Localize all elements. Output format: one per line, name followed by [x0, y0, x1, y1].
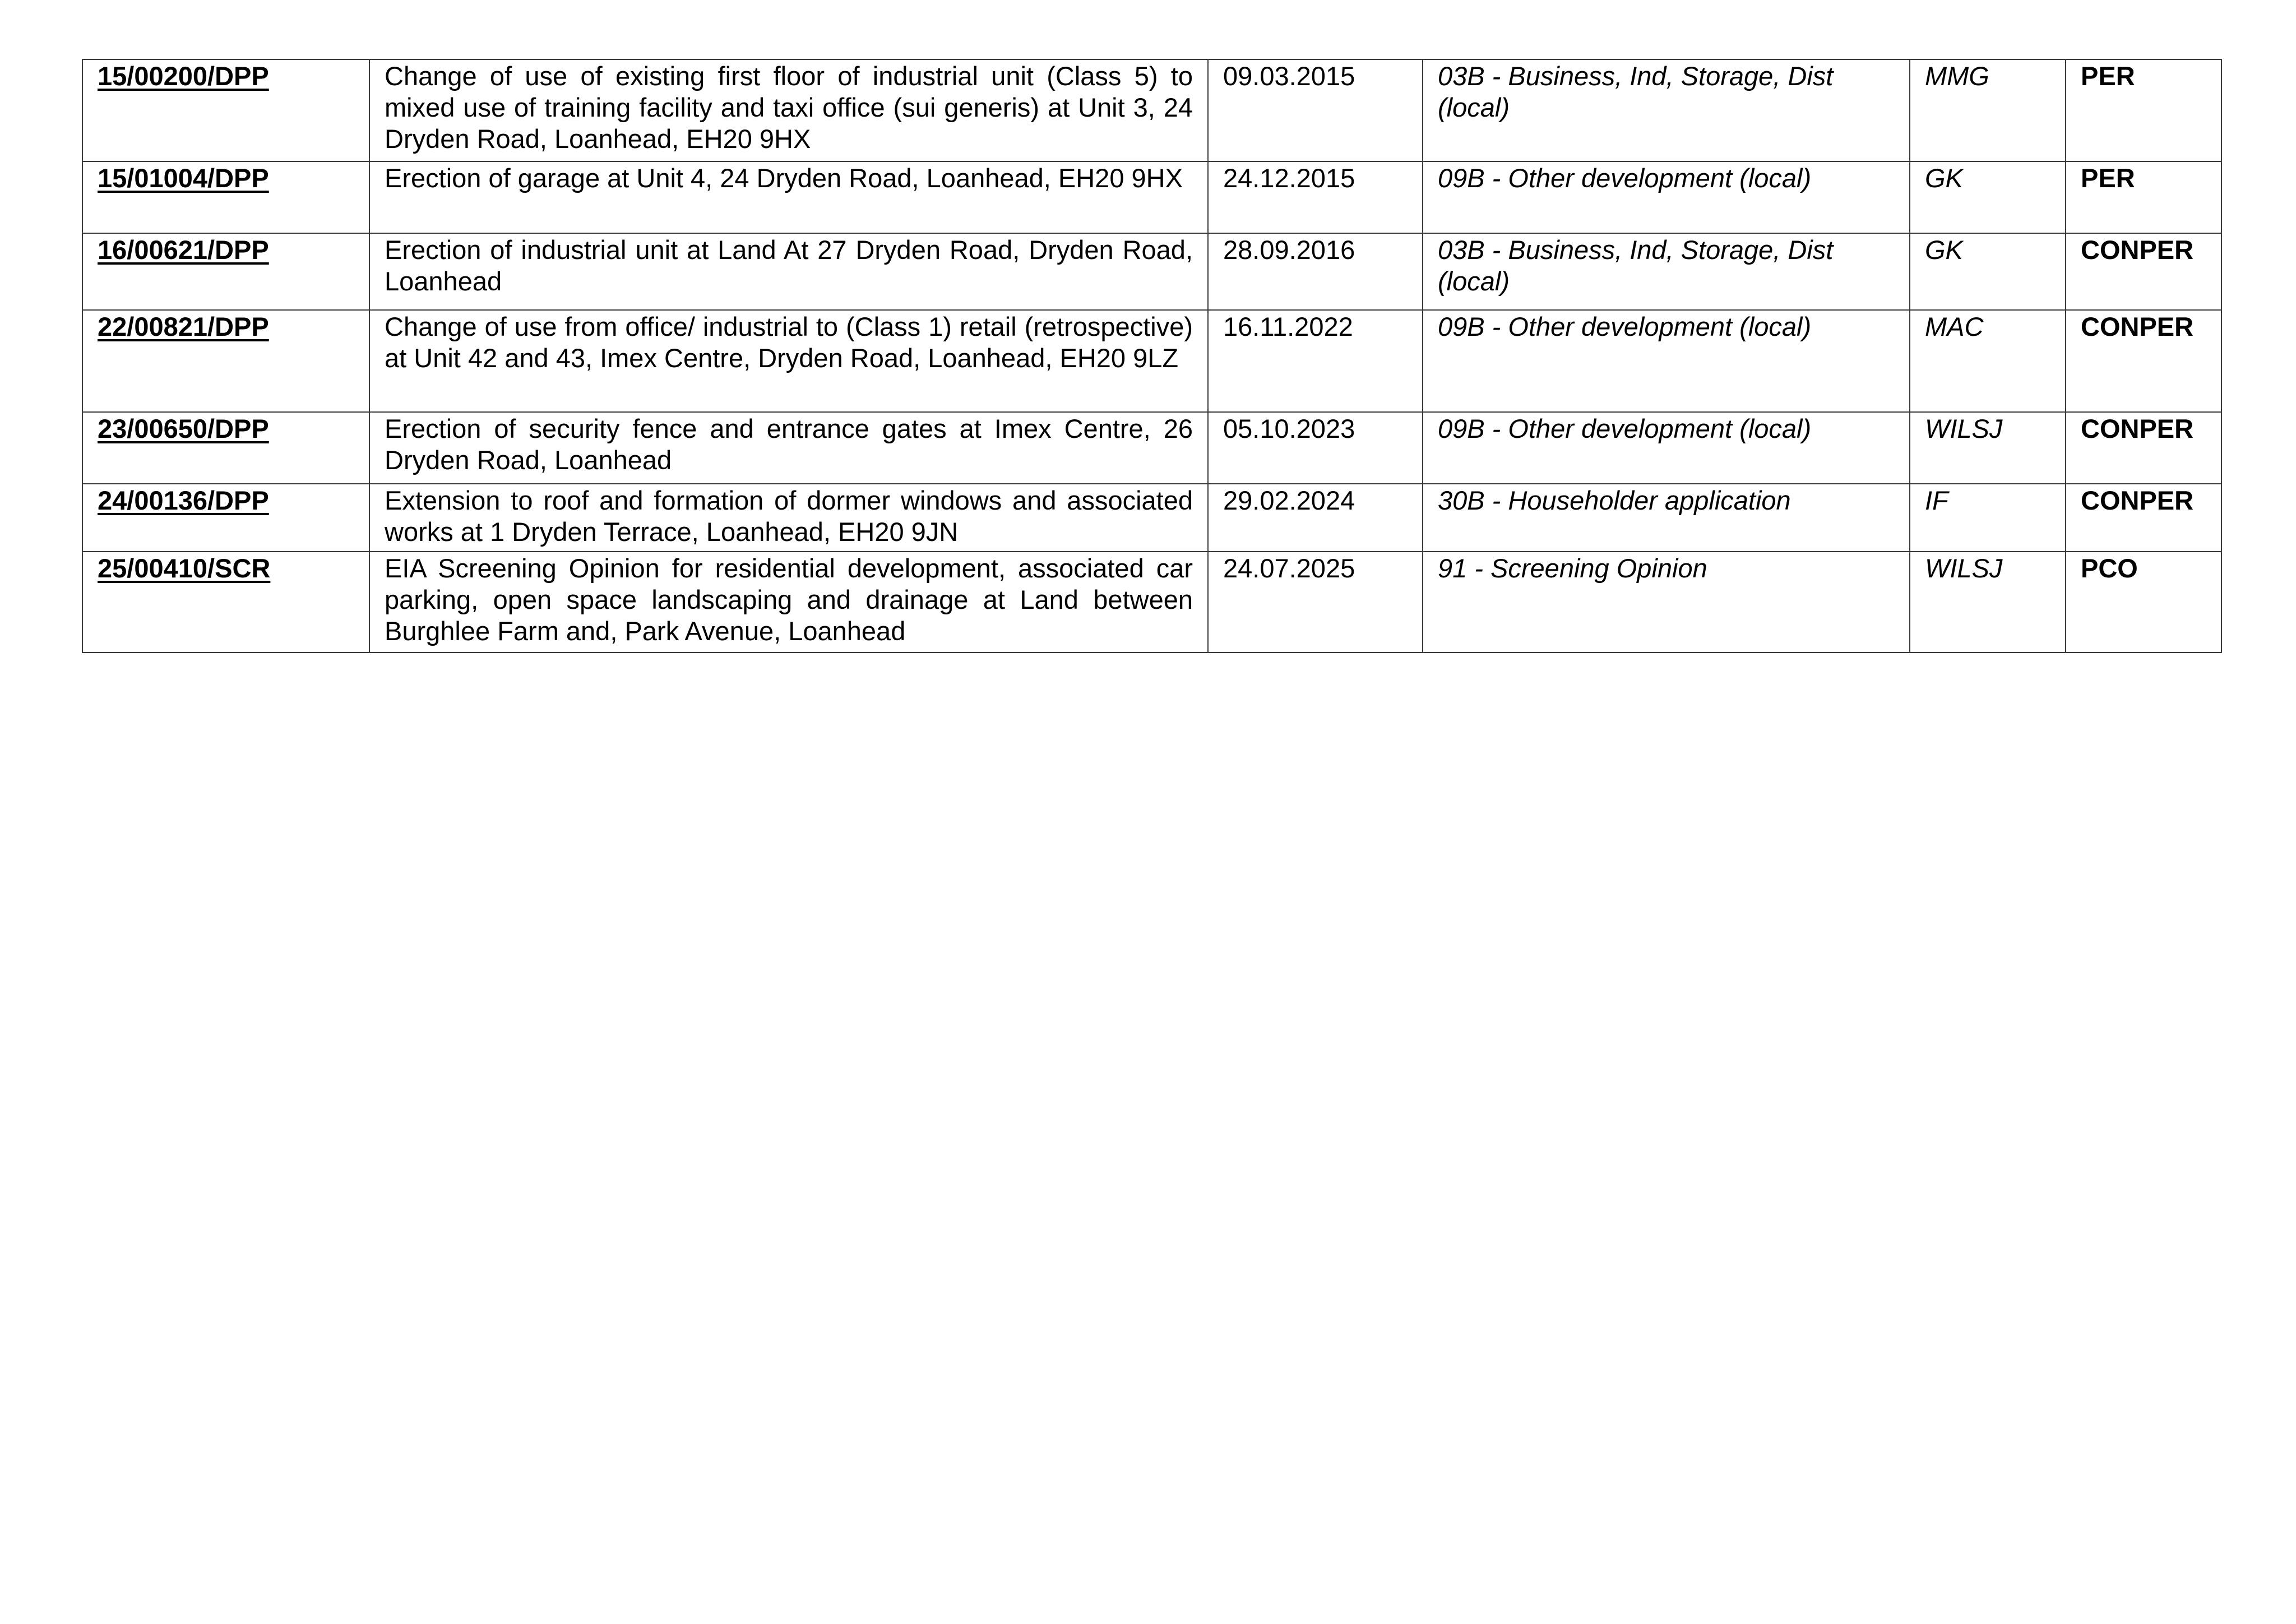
case-officer: MAC — [1910, 310, 2066, 412]
application-ref-link[interactable]: 25/00410/SCR — [98, 553, 271, 583]
application-date: 05.10.2023 — [1208, 412, 1423, 484]
application-ref-link[interactable]: 16/00621/DPP — [98, 235, 269, 265]
application-description: EIA Screening Opinion for residential development, associated car parking, open space landscaping and drainage at Land between Burghlee Farm and, Park Avenue, Loanhead — [369, 552, 1208, 653]
application-type: 30B - Householder application — [1423, 484, 1910, 552]
application-date: 29.02.2024 — [1208, 484, 1423, 552]
application-ref-link[interactable]: 24/00136/DPP — [98, 485, 269, 515]
application-ref-link[interactable]: 22/00821/DPP — [98, 312, 269, 341]
case-officer: GK — [1910, 233, 2066, 310]
application-ref-cell — [82, 59, 369, 161]
application-description: Erection of industrial unit at Land At 27 Dryden Road, Dryden Road, Loanhead — [369, 233, 1208, 310]
application-ref-cell — [82, 233, 369, 310]
decision-status: CONPER — [2066, 233, 2221, 310]
application-description: Change of use from office/ industrial to (Class 1) retail (retrospective) at Unit 42 and 43, Imex Centre, Dryden Road, Loanhead, EH20 9LZ — [369, 310, 1208, 412]
application-ref-cell — [82, 412, 369, 484]
application-ref-link[interactable]: 15/01004/DPP — [98, 163, 269, 193]
table-row — [82, 484, 2221, 552]
case-officer: WILSJ — [1910, 552, 2066, 653]
application-type: 09B - Other development (local) — [1423, 412, 1910, 484]
application-date: 16.11.2022 — [1208, 310, 1423, 412]
planning-applications-table — [82, 59, 2222, 653]
application-description: Change of use of existing first floor of industrial unit (Class 5) to mixed use of training facility and taxi office (sui generis) at Unit 3, 24 Dryden Road, Loanhead, EH20 9HX — [369, 59, 1208, 161]
decision-status: PER — [2066, 161, 2221, 233]
application-ref-cell — [82, 484, 369, 552]
decision-status: PCO — [2066, 552, 2221, 653]
table-row — [82, 233, 2221, 310]
case-officer: GK — [1910, 161, 2066, 233]
decision-status: PER — [2066, 59, 2221, 161]
case-officer: MMG — [1910, 59, 2066, 161]
application-type: 03B - Business, Ind, Storage, Dist (local) — [1423, 59, 1910, 161]
application-date: 24.07.2025 — [1208, 552, 1423, 653]
application-type: 09B - Other development (local) — [1423, 310, 1910, 412]
application-ref-cell — [82, 161, 369, 233]
table-row — [82, 161, 2221, 233]
application-description: Extension to roof and formation of dormer windows and associated works at 1 Dryden Terrace, Loanhead, EH20 9JN — [369, 484, 1208, 552]
application-date: 28.09.2016 — [1208, 233, 1423, 310]
case-officer: IF — [1910, 484, 2066, 552]
application-date: 24.12.2015 — [1208, 161, 1423, 233]
application-type: 03B - Business, Ind, Storage, Dist (local) — [1423, 233, 1910, 310]
application-ref-link[interactable]: 15/00200/DPP — [98, 61, 269, 91]
table-row — [82, 552, 2221, 653]
application-description: Erection of security fence and entrance gates at Imex Centre, 26 Dryden Road, Loanhead — [369, 412, 1208, 484]
table-row — [82, 310, 2221, 412]
table-row — [82, 59, 2221, 161]
application-ref-cell — [82, 310, 369, 412]
application-type: 09B - Other development (local) — [1423, 161, 1910, 233]
decision-status: CONPER — [2066, 412, 2221, 484]
application-description: Erection of garage at Unit 4, 24 Dryden Road, Loanhead, EH20 9HX — [369, 161, 1208, 233]
decision-status: CONPER — [2066, 484, 2221, 552]
table-row — [82, 412, 2221, 484]
decision-status: CONPER — [2066, 310, 2221, 412]
application-type: 91 - Screening Opinion — [1423, 552, 1910, 653]
application-ref-cell — [82, 552, 369, 653]
application-date: 09.03.2015 — [1208, 59, 1423, 161]
application-ref-link[interactable]: 23/00650/DPP — [98, 414, 269, 443]
case-officer: WILSJ — [1910, 412, 2066, 484]
